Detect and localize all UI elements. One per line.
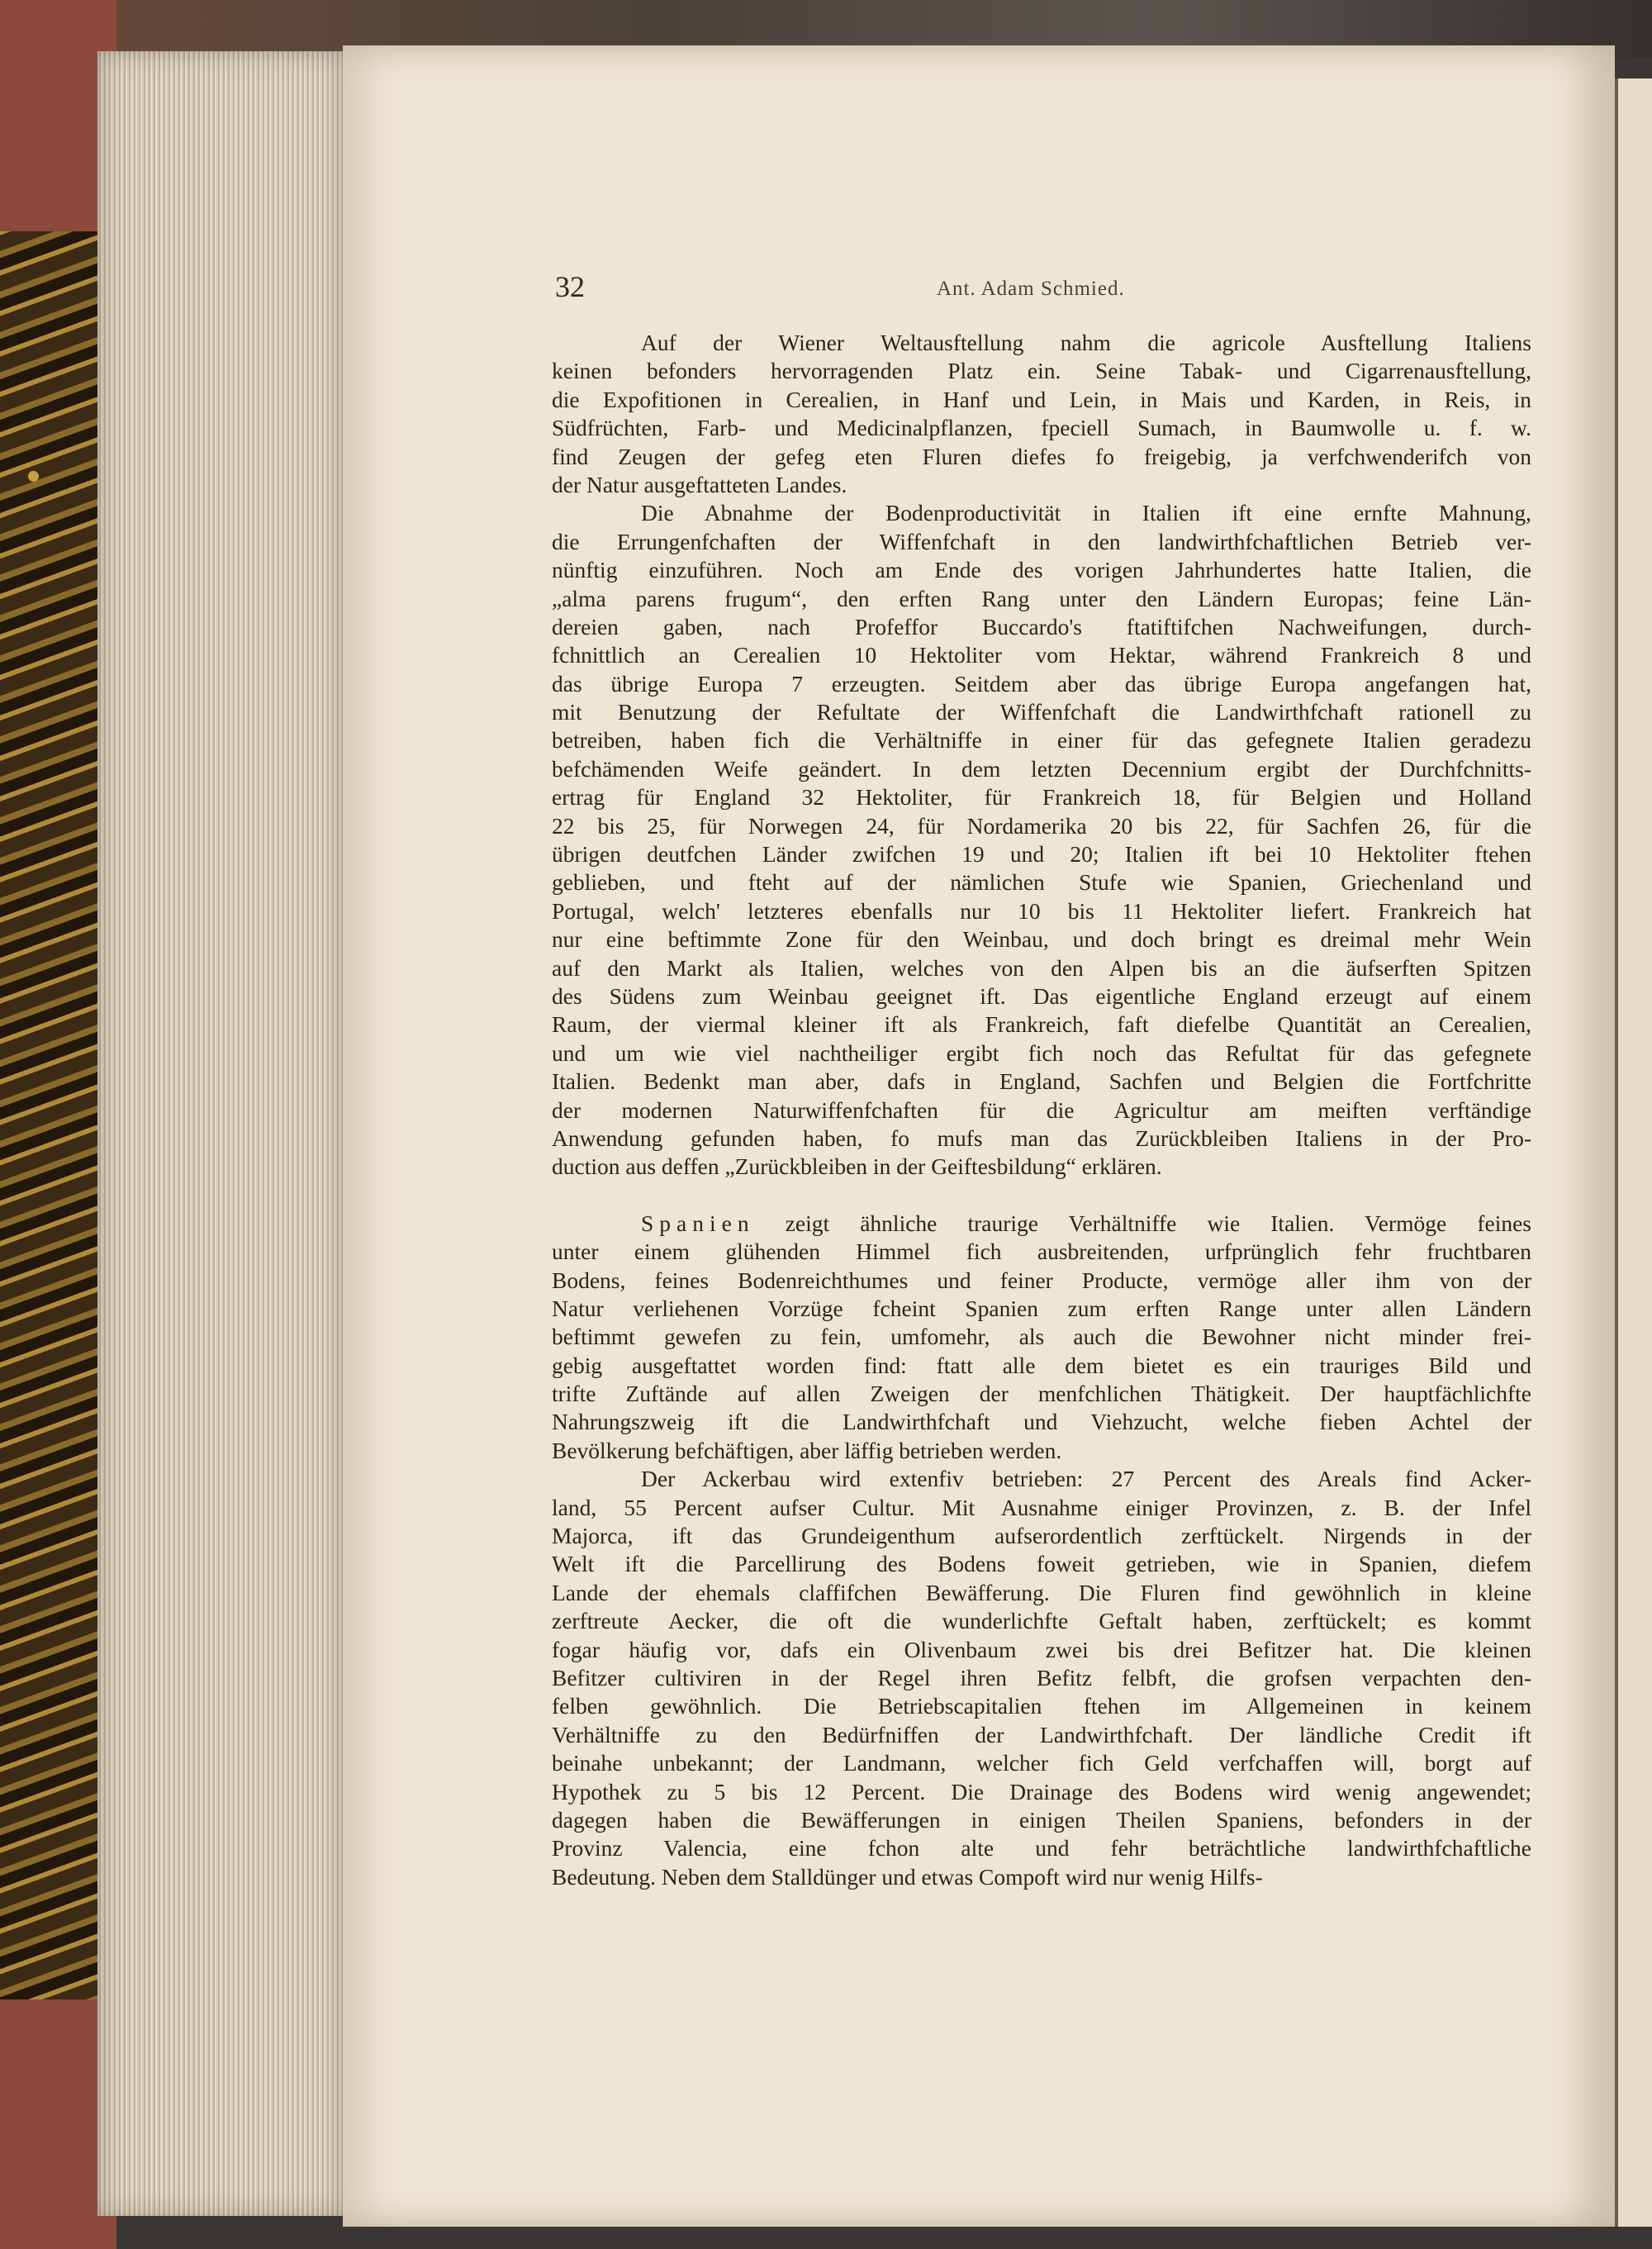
text-line: übrigen deutfchen Länder zwifchen 19 und 20; Italien ift bei 10 Hektoliter ftehen	[552, 841, 1531, 868]
text-line	[552, 1210, 1531, 1238]
text-line: Lande der ehemals claffifchen Bewäfferung. Die Fluren find gewöhnlich in kleine	[552, 1579, 1531, 1605]
text-line: Der Ackerbau wird extenfiv betrieben: 27 Percent des Areals find Acker-	[641, 1466, 1531, 1492]
paragraph-p2	[552, 499, 1531, 1181]
text-line: Auf der Wiener Weltausftellung nahm die agricole Ausftellung Italiens	[641, 330, 1531, 355]
text-line: auf den Markt als Italien, welches von den Alpen bis an die äufserften Spitzen	[552, 954, 1531, 981]
text-line: das übrige Europa 7 erzeugten. Seitdem aber das übrige Europa angefangen hat,	[552, 670, 1531, 697]
text-line: duction aus deffen „Zurückbleiben in der Geiftesbildung“ erklären.	[552, 1153, 1162, 1180]
text-line: des Südens zum Weinbau geeignet ift. Das eigentliche England erzeugt auf einem	[552, 982, 1531, 1009]
paragraph-p3	[552, 1210, 1531, 1466]
text-line: Südfrüchten, Farb- und Medicinalpflanzen, fpeciell Sumach, in Baumwolle u. f. w.	[552, 415, 1531, 441]
text-line: befchämenden Weife geändert. In dem letzten Decennium ergibt der Durchfchnitts-	[552, 755, 1531, 782]
text-line: Bodens, feines Bodenreichthumes und feiner Producte, vermöge aller ihm von der	[552, 1267, 1531, 1293]
page-number: 32	[555, 270, 585, 303]
text-line: geblieben, und fteht auf der nämlichen Stufe wie Spanien, Griechenland und	[552, 869, 1531, 896]
text-line: der Natur ausgeftatteten Landes.	[552, 471, 847, 497]
text-line: betreiben, haben fich die Verhältniffe in einer für das gefegnete Italien geradezu	[552, 727, 1531, 754]
text-line: nur eine beftimmte Zone für den Weinbau, und doch bringt es dreimal mehr Wein	[552, 926, 1531, 953]
text-line: beftimmt gewefen zu fein, umfomehr, als auch die Bewohner nicht minder frei-	[552, 1324, 1531, 1350]
text-line: Raum, der viermal kleiner ift als Frankreich, faft diefelbe Quantität an Cerealien,	[552, 1011, 1531, 1038]
spaced-country-name: Spanien	[641, 1210, 755, 1236]
text-line: felben gewöhnlich. Die Betriebscapitalien ftehen im Allgemeinen in keinem	[552, 1693, 1531, 1719]
text-line: Bevölkerung befchäftigen, aber läffig betrieben werden.	[552, 1437, 1062, 1463]
text-line: keinen befonders hervorragenden Platz ein. Seine Tabak- und Cigarrenausftellung,	[552, 358, 1531, 384]
page-block-edges	[97, 51, 345, 2216]
text-line: die Expofitionen in Cerealien, in Hanf und Lein, in Mais und Karden, in Reis, in	[552, 386, 1531, 412]
text-line: Italien. Bedenkt man aber, dafs in England, Sachfen und Belgien die Fortfchritte	[552, 1068, 1531, 1095]
text-line: Befitzer cultiviren in der Regel ihren Befitz felbft, die grofsen verpachten den-	[552, 1664, 1531, 1690]
text-line: Natur verliehenen Vorzüge fcheint Spanien zum erften Range unter allen Ländern	[552, 1295, 1531, 1321]
line-text: zeigt ähnliche traurige Verhältniffe wie Italien. Vermöge feines	[754, 1210, 1531, 1236]
text-line: trifte Zuftände auf allen Zweigen der menfchlichen Thätigkeit. Der hauptfächlichfte	[552, 1381, 1531, 1407]
paragraph-p4	[552, 1465, 1531, 1891]
paragraph-p1	[552, 329, 1531, 499]
text-line: die Errungenfchaften der Wiffenfchaft in den landwirthfchaftlichen Betrieb ver-	[552, 528, 1531, 554]
text-line: beinahe unbekannt; der Landmann, welcher fich Geld verfchaffen will, borgt auf	[552, 1750, 1531, 1776]
text-line: fogar häufig vor, dafs ein Olivenbaum zwei bis drei Befitzer hat. Die kleinen	[552, 1636, 1531, 1662]
running-title: Ant. Adam Schmied.	[937, 278, 1125, 300]
text-line: der modernen Naturwiffenfchaften für die Agricultur am meiften verftändige	[552, 1096, 1531, 1123]
text-line: Welt ift die Parcellirung des Bodens foweit getrieben, wie in Spanien, diefem	[552, 1551, 1531, 1577]
text-line: Die Abnahme der Bodenproductivität in Italien ift eine ernfte Mahnung,	[641, 500, 1531, 526]
text-line: dagegen haben die Bewäfferungen in einigen Theilen Spaniens, befonders in der	[552, 1806, 1531, 1833]
text-line: gebig ausgeftattet worden find: ftatt alle dem bietet es ein trauriges Bild und	[552, 1352, 1531, 1378]
body-text	[552, 329, 1531, 1891]
text-line: nünftig einzuführen. Noch am Ende des vorigen Jahrhundertes hatte Italien, die	[552, 557, 1531, 583]
text-line: Nahrungszweig ift die Landwirthfchaft und Viehzucht, welche fieben Achtel der	[552, 1409, 1531, 1435]
text-line: Bedeutung. Neben dem Stalldünger und etwas Compoft wird nur wenig Hilfs-	[552, 1863, 1263, 1890]
facing-page-edge	[1615, 78, 1652, 2227]
text-line: Verhältniffe zu den Bedürfniffen der Landwirthfchaft. Der ländliche Credit ift	[552, 1721, 1531, 1747]
text-line: dereien gaben, nach Profeffor Buccardo's ftatiftifchen Nachweifungen, durch-	[552, 613, 1531, 640]
paragraph-gap	[552, 1182, 1531, 1210]
text-line: mit Benutzung der Refultate der Wiffenfchaft die Landwirthfchaft rationell zu	[552, 699, 1531, 725]
text-line: „alma parens frugum“, den erften Rang unter den Ländern Europas; feine Län-	[552, 585, 1531, 611]
text-line: fchnittlich an Cerealien 10 Hektoliter vom Hektar, während Frankreich 8 und	[552, 642, 1531, 668]
text-line: Provinz Valencia, eine fchon alte und fehr beträchtliche landwirthfchaftliche	[552, 1835, 1531, 1861]
text-line: Anwendung gefunden haben, fo mufs man das Zurückbleiben Italiens in der Pro-	[552, 1124, 1531, 1151]
text-line: unter einem glühenden Himmel fich ausbreitenden, urfprünglich fehr fruchtbaren	[552, 1239, 1531, 1265]
text-line: find Zeugen der gefeg eten Fluren diefes fo freigebig, ja verfchwenderifch von	[552, 443, 1531, 469]
running-head	[555, 269, 1546, 311]
text-line: 22 bis 25, für Norwegen 24, für Nordamerika 20 bis 22, für Sachfen 26, für die	[552, 812, 1531, 839]
text-line: Hypothek zu 5 bis 12 Percent. Die Drainage des Bodens wird wenig angewendet;	[552, 1778, 1531, 1804]
text-line: zerftreute Aecker, die oft die wunderlichfte Geftalt haben, zerftückelt; es kommt	[552, 1608, 1531, 1634]
text-line: Portugal, welch' letzteres ebenfalls nur 10 bis 11 Hektoliter liefert. Frankreich hat	[552, 897, 1531, 924]
text-line: und um wie viel nachtheiliger ergibt fich noch das Refultat für das gefegnete	[552, 1039, 1531, 1066]
text-line: Majorca, ift das Grundeigenthum aufserordentlich zerftückelt. Nirgends in der	[552, 1523, 1531, 1549]
text-line: ertrag für England 32 Hektoliter, für Frankreich 18, für Belgien und Holland	[552, 784, 1531, 811]
text-line: land, 55 Percent aufser Cultur. Mit Ausnahme einiger Provinzen, z. B. der Infel	[552, 1494, 1531, 1520]
